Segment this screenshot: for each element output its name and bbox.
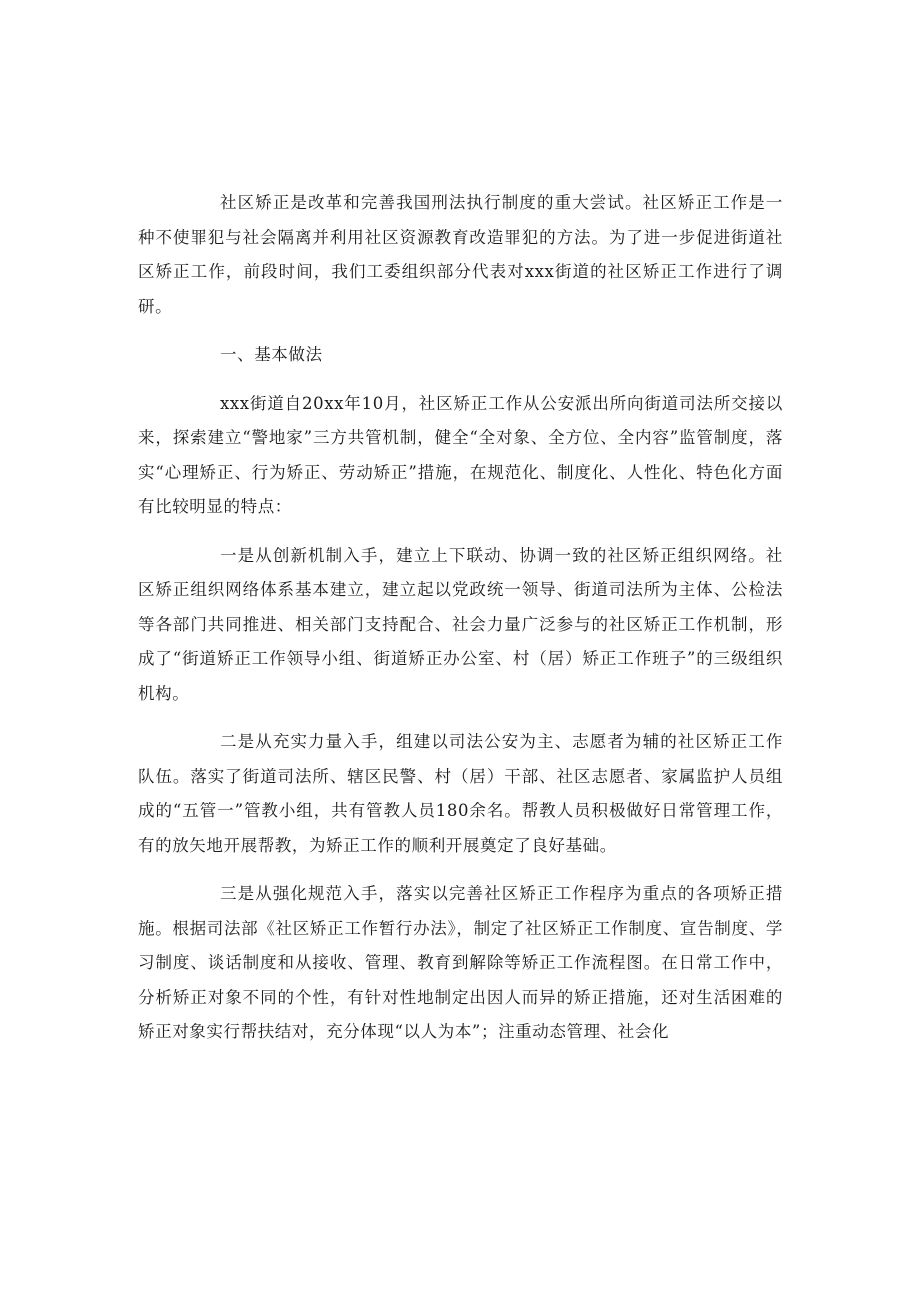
point-one-paragraph: 一是从创新机制入手，建立上下联动、协调一致的社区矫正组织网络。社区矫正组织网络体系基本建立，建立起以党政统一领导、街道司法所为主体、公检法等各部门共同推进、相关部门支持配合、社会力量广泛参与的社区矫正工作机制，形成了“街道矫正工作领导小组、街道矫正办公室、村（居）矫正工作班子”的三级组织机构。 [138, 545, 783, 703]
overview-paragraph: xxx街道自20xx年10月，社区矫正工作从公安派出所向街道司法所交接以来，探索建立“警地家”三方共管机制，健全“全对象、全方位、全内容”监管制度，落实“心理矫正、行为矫正、劳动矫正”措施，在规范化、制度化、人性化、特色化方面有比较明显的特点： [138, 393, 783, 516]
point-three-paragraph: 三是从强化规范入手，落实以完善社区矫正工作程序为重点的各项矫正措施。根据司法部《社区矫正工作暂行办法》，制定了社区矫正工作制度、宣告制度、学习制度、谈话制度和从接收、管理、教育到解除等矫正工作流程图。在日常工作中，分析矫正对象不同的个性，有针对性地制定出因人而异的矫正措施，还对生活困难的矫正对象实行帮扶结对，充分体现“以人为本”；注重动态管理、社会化 [138, 884, 783, 1041]
point-two-paragraph: 二是从充实力量入手，组建以司法公安为主、志愿者为辅的社区矫正工作队伍。落实了街道司法所、辖区民警、村（居）干部、社区志愿者、家属监护人员组成的“五管一”管教小组，共有管教人员180余名。帮教人员积极做好日常管理工作，有的放矢地开展帮教，为矫正工作的顺利开展奠定了良好基础。 [138, 732, 783, 855]
intro-paragraph: 社区矫正是改革和完善我国刑法执行制度的重大尝试。社区矫正工作是一种不使罪犯与社会隔离并利用社区资源教育改造罪犯的方法。为了进一步促进街道社区矫正工作，前段时间，我们工委组织部分代表对xxx街道的社区矫正工作进行了调研。 [138, 193, 783, 316]
section-heading: 一、基本做法 [220, 345, 323, 364]
document-body [138, 186, 783, 1064]
